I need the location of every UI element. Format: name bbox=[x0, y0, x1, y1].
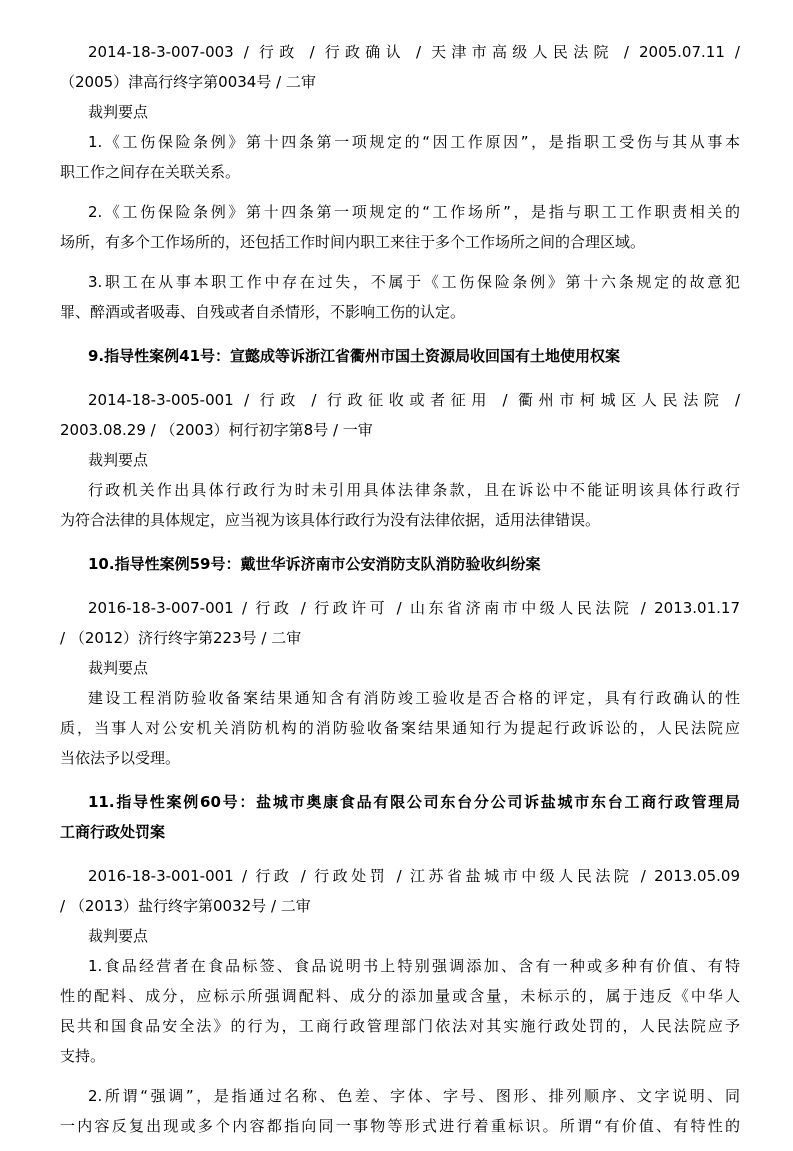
paragraph bbox=[60, 951, 740, 1071]
section-label bbox=[60, 921, 740, 951]
case-heading bbox=[60, 341, 740, 371]
text-line: 工商行政处罚案 bbox=[60, 823, 166, 841]
text-line: 裁判要点 bbox=[88, 103, 149, 121]
paragraph bbox=[60, 1081, 740, 1141]
text-line: 裁判要点 bbox=[88, 451, 149, 469]
case-metadata bbox=[60, 861, 740, 921]
text-line: 裁判要点 bbox=[88, 659, 149, 677]
case-metadata bbox=[60, 593, 740, 653]
document-page bbox=[60, 37, 740, 1151]
text-line: 罪、醉酒或者吸毒、自残或者自杀情形，不影响工伤的认定。 bbox=[60, 303, 466, 321]
text-line: 2.《工伤保险条例》第十四条第一项规定的“工作场所”，是指与职工工作职责相关的 bbox=[88, 203, 740, 221]
section-label bbox=[60, 445, 740, 475]
text-line: 1.《工伤保险条例》第十四条第一项规定的“因工作原因”，是指职工受伤与其从事本 bbox=[88, 133, 740, 151]
case-metadata bbox=[60, 385, 740, 445]
text-line: 场所，有多个工作场所的，还包括工作时间内职工来往于多个工作场所之间的合理区域。 bbox=[60, 233, 646, 251]
text-line: 职工作之间存在关联关系。 bbox=[60, 163, 241, 181]
text-line: / （2012）济行终字第223号 / 二审 bbox=[60, 629, 302, 647]
text-line: 2003.08.29 / （2003）柯行初字第8号 / 一审 bbox=[60, 421, 373, 439]
text-line: 行政机关作出具体行政行为时未引用具体法律条款，且在诉讼中不能证明该具体行政行 bbox=[88, 481, 740, 499]
paragraph bbox=[60, 127, 740, 187]
case-heading bbox=[60, 787, 740, 847]
case-metadata bbox=[60, 37, 740, 97]
text-line: 民共和国食品安全法》的行为，工商行政管理部门依法对其实施行政处罚的，人民法院应予 bbox=[60, 1017, 740, 1035]
text-line: 9.指导性案例41号：宣懿成等诉浙江省衢州市国土资源局收回国有土地使用权案 bbox=[88, 347, 621, 365]
text-line: 质，当事人对公安机关消防机构的消防验收备案结果通知行为提起行政诉讼的，人民法院应 bbox=[60, 719, 740, 737]
text-line: 一内容反复出现或多个内容都指向同一事物等形式进行着重标识。所谓“有价值、有特性的 bbox=[60, 1117, 740, 1135]
text-line: 11.指导性案例60号：盐城市奥康食品有限公司东台分公司诉盐城市东台工商行政管理局 bbox=[88, 793, 740, 811]
text-line: / （2013）盐行终字第0032号 / 二审 bbox=[60, 897, 311, 915]
text-line: 2.所谓“强调”，是指通过名称、色差、字体、字号、图形、排列顺序、文字说明、同 bbox=[88, 1087, 740, 1105]
case-heading bbox=[60, 549, 740, 579]
text-line: 2016-18-3-007-001 / 行政 / 行政许可 / 山东省济南市中级人民法院 / 2013.01.17 bbox=[88, 599, 740, 617]
paragraph bbox=[60, 475, 740, 535]
text-line: 建设工程消防验收备案结果通知含有消防竣工验收是否合格的评定，具有行政确认的性 bbox=[88, 689, 740, 707]
paragraph bbox=[60, 267, 740, 327]
text-line: （2005）津高行终字第0034号 / 二审 bbox=[60, 73, 316, 91]
paragraph bbox=[60, 683, 740, 773]
paragraph bbox=[60, 197, 740, 257]
text-line: 支持。 bbox=[60, 1047, 106, 1065]
text-line: 当依法予以受理。 bbox=[60, 749, 181, 767]
text-line: 性的配料、成分，应标示所强调配料、成分的添加量或含量，未标示的，属于违反《中华人 bbox=[60, 987, 740, 1005]
text-line: 2014-18-3-005-001 / 行政 / 行政征收或者征用 / 衢州市柯城区人民法院 / bbox=[88, 391, 740, 409]
section-label bbox=[60, 97, 740, 127]
text-line: 10.指导性案例59号：戴世华诉济南市公安消防支队消防验收纠纷案 bbox=[88, 555, 541, 573]
text-line: 1.食品经营者在食品标签、食品说明书上特别强调添加、含有一种或多种有价值、有特 bbox=[88, 957, 740, 975]
text-line: 2016-18-3-001-001 / 行政 / 行政处罚 / 江苏省盐城市中级人民法院 / 2013.05.09 bbox=[88, 867, 740, 885]
text-line: 3.职工在从事本职工作中存在过失，不属于《工伤保险条例》第十六条规定的故意犯 bbox=[88, 273, 740, 291]
text-line: 裁判要点 bbox=[88, 927, 149, 945]
text-line: 为符合法律的具体规定，应当视为该具体行政行为没有法律依据，适用法律错误。 bbox=[60, 511, 601, 529]
text-line: 2014-18-3-007-003 / 行政 / 行政确认 / 天津市高级人民法院 / 2005.07.11 / bbox=[88, 43, 740, 61]
section-label bbox=[60, 653, 740, 683]
